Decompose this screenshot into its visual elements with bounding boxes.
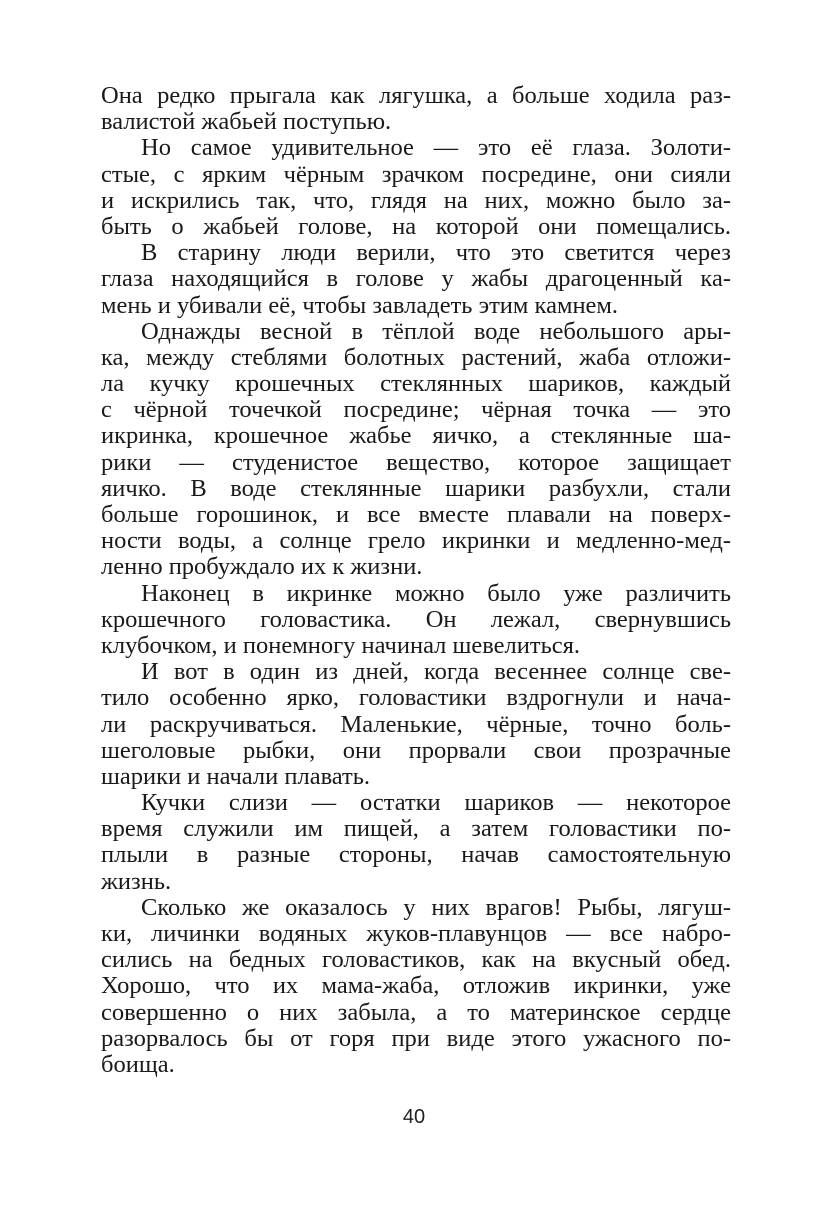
text-line: боища. [101, 1050, 175, 1078]
text-line: И вот в один из дней, когда весеннее солнце све- [141, 658, 731, 686]
body-text [101, 83, 731, 1078]
text-line: совершенно о них забыла, а то материнское сердце [101, 998, 731, 1026]
text-line: больше горошинок, и все вместе плавали на поверх- [101, 501, 731, 528]
text-line: Кучки слизи — остатки шариков — некоторое [141, 789, 731, 817]
text-line: Она редко прыгала как лягушка, а больше ходила раз- [101, 82, 731, 109]
text-line: мень и убивали её, чтобы завладеть этим камнем. [101, 291, 619, 319]
text-line: Но самое удивительное — это её глаза. Золоти- [141, 134, 731, 162]
text-line: стые, с ярким чёрным зрачком посредине, они сияли [101, 160, 731, 188]
text-line: ли раскручиваться. Маленькие, чёрные, точно боль- [101, 710, 731, 738]
text-line: ка, между стеблями болотных растений, жаба отложи- [101, 343, 731, 371]
text-line: шарики и начали плавать. [101, 762, 371, 790]
text-line: с чёрной точечкой посредине; чёрная точка — это [101, 396, 731, 424]
text-line: яичко. В воде стеклянные шарики разбухли, стали [101, 474, 731, 502]
text-line: тило особенно ярко, головастики вздрогнули и нача- [101, 684, 731, 712]
text-line: Сколько же оказалось у них врагов! Рыбы, лягуш- [141, 893, 731, 921]
text-line: ки, личинки водяных жуков-плавунцов — все набро- [101, 920, 731, 947]
text-line: крошечного головастика. Он лежал, свернувшись [101, 605, 731, 633]
text-line: разорвалось бы от горя при виде этого ужасного по- [101, 1024, 731, 1052]
text-line: сились на бедных головастиков, как на вкусный обед. [101, 946, 731, 974]
text-line: рики — студенистое вещество, которое защищает [101, 448, 731, 476]
text-line: плыли в разные стороны, начав самостоятельную [101, 841, 731, 869]
text-line: клубочком, и понемногу начинал шевелиться. [101, 631, 581, 659]
text-line: Однажды весной в тёплой воде небольшого ары- [141, 317, 731, 345]
text-line: жизнь. [101, 867, 172, 895]
text-line: В старину люди верили, что это светится через [141, 239, 731, 267]
text-line: валистой жабьей поступью. [101, 108, 392, 136]
text-line: быть о жабьей голове, на которой они помещались. [101, 212, 731, 240]
text-line: Хорошо, что их мама-жаба, отложив икринки, уже [101, 972, 731, 1000]
text-line: глаза находящийся в голове у жабы драгоценный ка- [101, 265, 731, 293]
text-line: время служили им пищей, а затем головастики по- [101, 815, 731, 843]
text-line: икринка, крошечное жабье яичко, а стеклянные ша- [101, 422, 731, 450]
text-line: и искрились так, что, глядя на них, можно было за- [101, 186, 731, 214]
text-line: ла кучку крошечных стеклянных шариков, каждый [101, 370, 731, 398]
text-line: Наконец в икринке можно было уже различить [141, 579, 731, 607]
text-line: ности воды, а солнце грело икринки и медленно-мед- [101, 527, 731, 555]
page-number: 40 [402, 1106, 426, 1128]
text-line: шеголовые рыбки, они прорвали свои прозрачные [101, 736, 731, 764]
text-line: ленно пробуждало их к жизни. [101, 553, 423, 581]
